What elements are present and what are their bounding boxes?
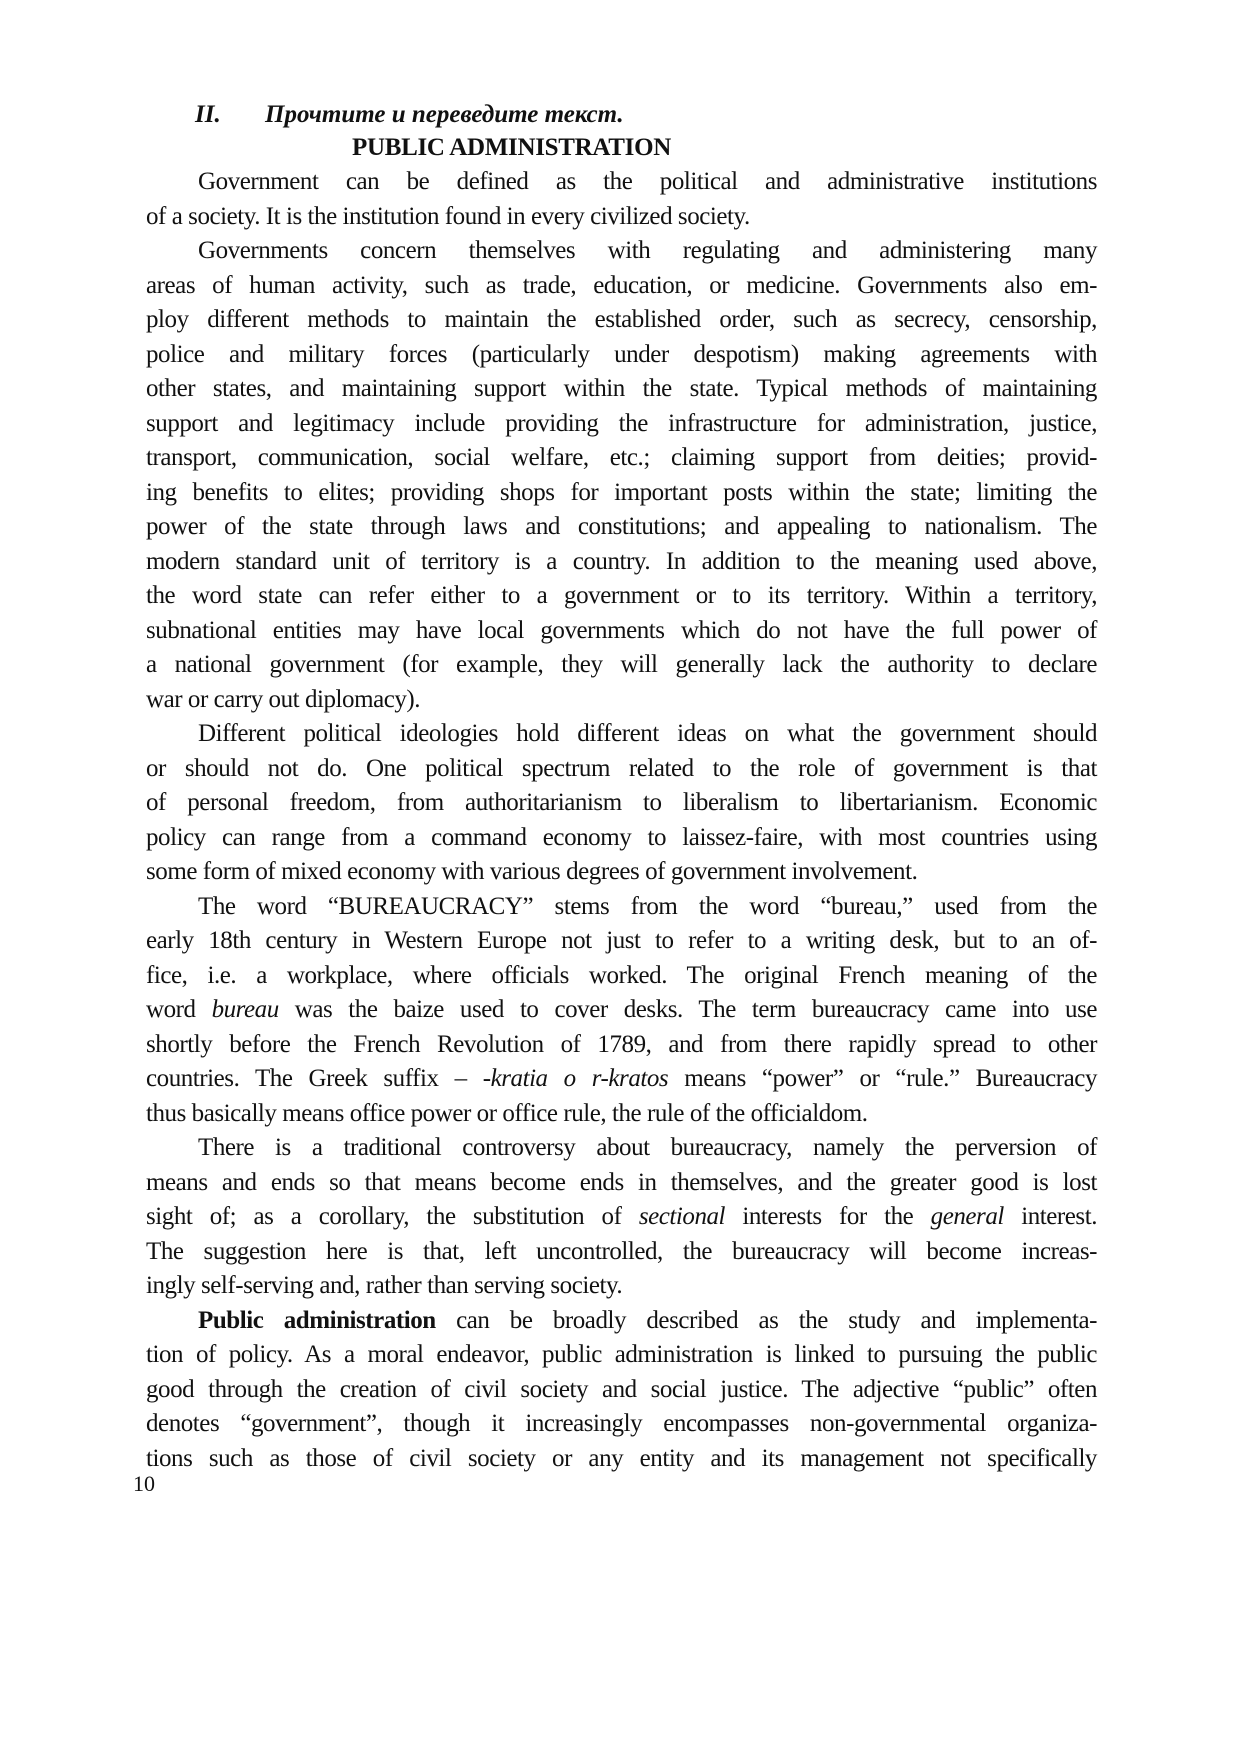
text-line: transport, communication, social welfare, etc.; claiming support from deities; provid-: [146, 444, 1097, 471]
text-line: good through the creation of civil society and social justice. The adjective “public” often: [146, 1375, 1097, 1403]
paragraph: [146, 1131, 1097, 1304]
italic-term: sectional: [638, 1203, 726, 1230]
text-line: or should not do. One political spectrum related to the role of government is that: [146, 754, 1097, 782]
text-line: [146, 1304, 1097, 1339]
text-line: Different political ideologies hold different ideas on what the government should: [198, 720, 1097, 747]
exercise-heading: [195, 98, 624, 132]
text-line: of a society. It is the institution found in every civilized society.: [146, 202, 750, 230]
text-line: modern standard unit of territory is a country. In addition to the meaning used above,: [146, 547, 1097, 575]
text-line: means and ends so that means become ends in themselves, and the greater good is lost: [146, 1168, 1097, 1196]
body-text: [146, 165, 1097, 1476]
text-line: [146, 1062, 1097, 1097]
paragraph: [146, 1304, 1097, 1477]
page-number: 10: [133, 1471, 155, 1496]
text-segment: interests for the: [725, 1203, 931, 1230]
text-segment: means “power” or “rule.” Bureaucracy: [668, 1065, 1097, 1092]
text-line: tion of policy. As a moral endeavor, public administration is linked to pursuing the public: [146, 1341, 1097, 1368]
text-line: police and military forces (particularly under despotism) making agreements with: [146, 340, 1097, 368]
text-line: denotes “government”, though it increasingly encompasses non-governmental organiza-: [146, 1410, 1097, 1437]
text-segment: word: [146, 996, 212, 1023]
text-line: other states, and maintaining support within the state. Typical methods of maintaining: [146, 375, 1097, 402]
paragraph: [146, 234, 1097, 717]
text-line: ploy different methods to maintain the established order, such as secrecy, censorship,: [146, 306, 1097, 333]
text-line: power of the state through laws and constitutions; and appealing to nationalism. The: [146, 513, 1097, 540]
italic-term: general: [930, 1203, 1004, 1230]
text-line: [146, 993, 1097, 1028]
exercise-number: II.: [195, 101, 221, 128]
text-segment: sight of; as a corollary, the substitution of: [146, 1203, 639, 1230]
text-line: Government can be defined as the political and administrative institutions: [198, 168, 1097, 195]
text-segment: interest.: [1003, 1203, 1097, 1230]
paragraph: [146, 165, 1097, 234]
italic-term: -kratia o r-kratos: [482, 1065, 669, 1092]
text-segment: can be broadly described as the study and implementa-: [435, 1306, 1097, 1334]
text-line: ingly self-serving and, rather than serving society.: [146, 1272, 623, 1299]
text-line: war or carry out diplomacy).: [146, 685, 421, 713]
text-line: a national government (for example, they will generally lack the authority to declare: [146, 651, 1097, 678]
text-line: some form of mixed economy with various degrees of government involvement.: [146, 858, 918, 885]
text-line: policy can range from a command economy to laissez-faire, with most countries using: [146, 823, 1097, 851]
bold-term: Public administration: [198, 1306, 436, 1334]
text-line: fice, i.e. a workplace, where officials worked. The original French meaning of the: [146, 961, 1097, 989]
text-line: thus basically means office power or office rule, the rule of the officialdom.: [146, 1099, 868, 1127]
text-line: early 18th century in Western Europe not just to refer to a writing desk, but to an of-: [146, 927, 1097, 954]
italic-term: bureau: [211, 996, 279, 1023]
text-line: The suggestion here is that, left uncontrolled, the bureaucracy will become increas-: [146, 1237, 1097, 1265]
text-line: The word “BUREAUCRACY” stems from the word “bureau,” used from the: [198, 892, 1097, 920]
text-segment: was the baize used to cover desks. The term bureaucracy came into use: [278, 996, 1097, 1023]
paragraph: [146, 717, 1097, 890]
text-line: shortly before the French Revolution of 1789, and from there rapidly spread to other: [146, 1030, 1097, 1058]
text-line: ing benefits to elites; providing shops for important posts within the state; limiting the: [146, 478, 1097, 506]
text-line: [146, 1200, 1097, 1235]
text-line: areas of human activity, such as trade, education, or medicine. Governments also em-: [146, 271, 1097, 299]
page-title: PUBLIC ADMINISTRATION: [352, 134, 671, 161]
text-line: There is a traditional controversy about bureaucracy, namely the perversion of: [198, 1134, 1097, 1161]
exercise-instruction: Прочтите и переведите текст.: [265, 101, 624, 128]
text-line: the word state can refer either to a government or to its territory. Within a territory,: [146, 582, 1097, 609]
text-line: subnational entities may have local governments which do not have the full power of: [146, 616, 1097, 644]
text-segment: countries. The Greek suffix –: [146, 1065, 483, 1092]
text-line: of personal freedom, from authoritarianism to liberalism to libertarianism. Economic: [146, 789, 1097, 816]
text-line: support and legitimacy include providing the infrastructure for administration, justice,: [146, 409, 1097, 437]
text-line: Governments concern themselves with regulating and administering many: [198, 237, 1097, 264]
paragraph: [146, 890, 1097, 1132]
text-line: tions such as those of civil society or any entity and its management not specifically: [146, 1444, 1097, 1472]
